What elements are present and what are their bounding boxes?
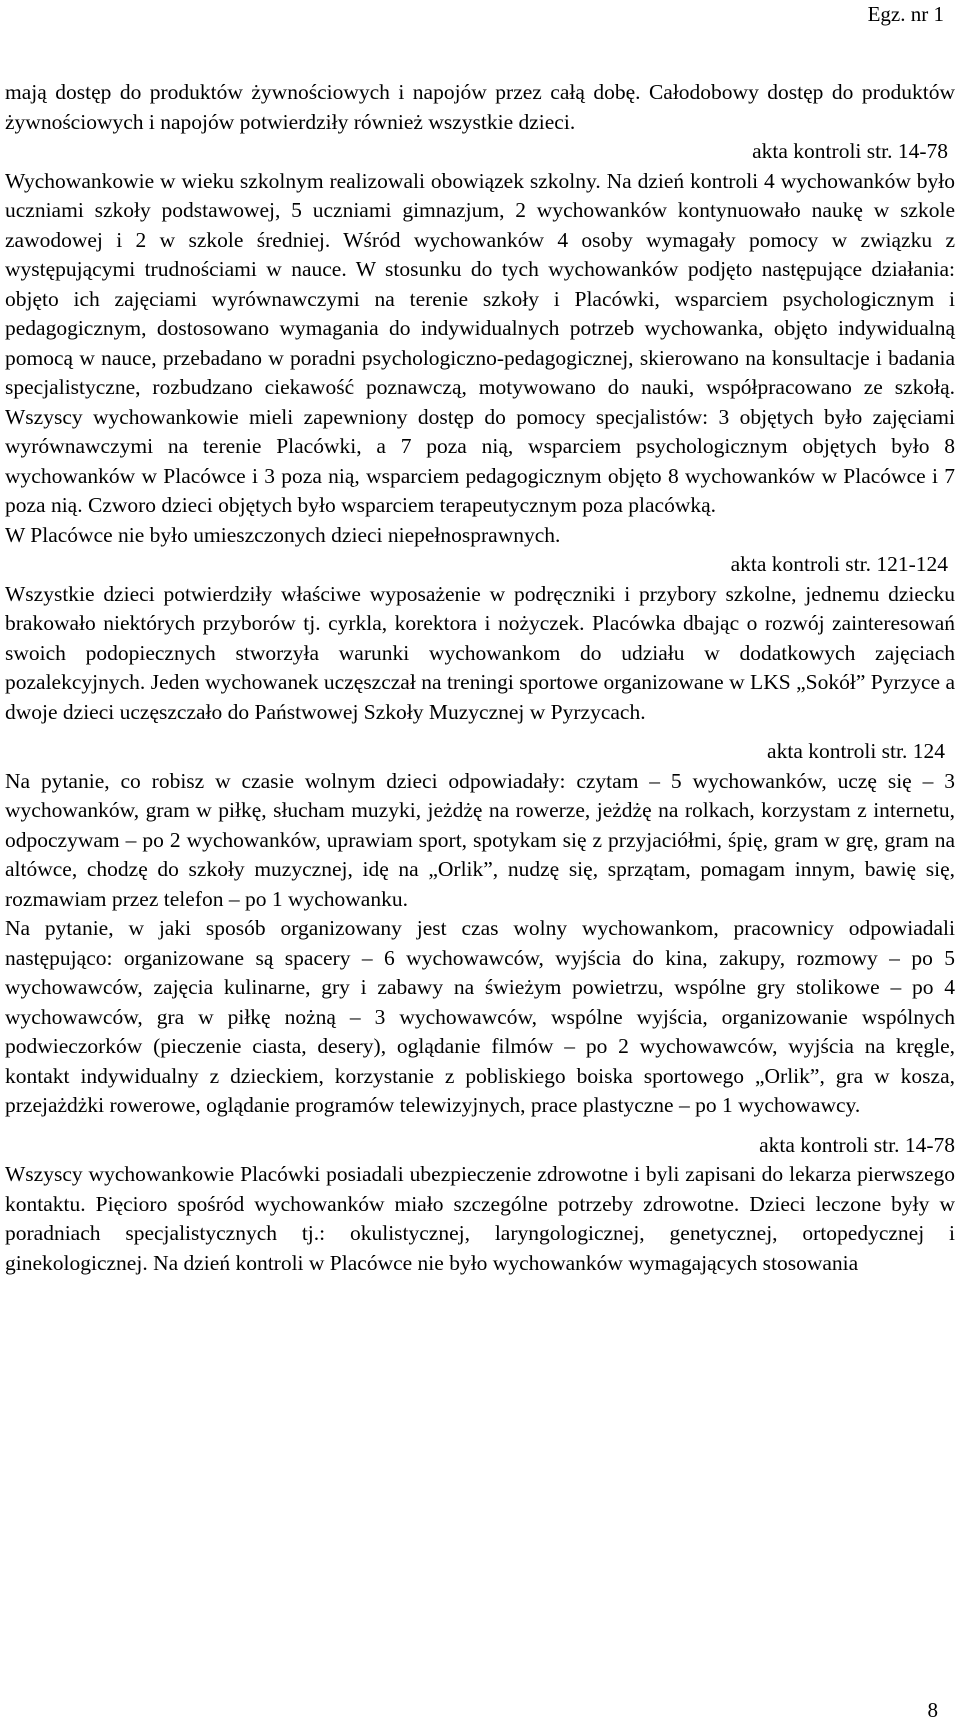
body-paragraph: Na pytanie, w jaki sposób organizowany jest czas wolny wychowankom, pracownicy odpowiadali następująco: organizowane są spacery – 6 wychowawców, wyjścia do kina, zakupy, rozmowy – po 5 wychowawców, zajęcia kulinarne, gry i zabawy na świeżym powietrzu, wspólne gry stolikowe – po 4 wychowawców, gra w piłkę nożną – 3 wychowawców, wspólne wyjścia, organizowanie wspólnych podwieczorków (pieczenie ciasta, desery), oglądanie filmów – po 2 wychowawców, wyjścia na kręgle, kontakt indywidualny z dzieckiem, korzystanie z pobliskiego boiska sportowego „Orlik”, gra w kosza, przejażdżki rowerowe, oglądanie programów telewizyjnych, prace plastyczne – po 1 wychowawcy. bbox=[5, 916, 955, 1117]
body-paragraph: W Placówce nie było umieszczonych dzieci niepełnosprawnych. bbox=[5, 522, 561, 547]
body-paragraph: Wszyscy wychowankowie Placówki posiadali ubezpieczenie zdrowotne i byli zapisani do lekarza pierwszego kontaktu. Pięcioro spośród wychowanków miało szczególne potrzeby zdrowotne. Dzieci leczone były w poradniach specjalistycznych tj.: okulistycznej, laryngologicznej, genetycznej, ortopedycznej i ginekologicznej. Na dzień kontroli w Placówce nie było wychowanków wymagających stosowania bbox=[5, 1162, 955, 1275]
body-paragraph: Na pytanie, co robisz w czasie wolnym dzieci odpowiadały: czytam – 5 wychowanków, uczę się – 3 wychowanków, gram w piłkę, słucham muzyki, jeżdżę na rowerze, jeżdżę na rolkach, korzystam z internetu, odpoczywam – po 2 wychowanków, uprawiam sport, spotykam się z przyjaciółmi, śpię, gram w grę, gram na altówce, chodzę do szkoły muzycznej, idę na „Orlik”, nudzę się, sprzątam, pomagam innym, bawię się, rozmawiam przez telefon – po 1 wychowanku. bbox=[5, 768, 955, 911]
file-reference: akta kontroli str. 14-78 bbox=[752, 139, 948, 163]
copy-number-label: Egz. nr 1 bbox=[867, 2, 944, 26]
file-reference: akta kontroli str. 121-124 bbox=[730, 552, 948, 576]
file-reference: akta kontroli str. 124 bbox=[767, 739, 945, 763]
body-paragraph: Wszystkie dzieci potwierdziły właściwe wyposażenie w podręczniki i przybory szkolne, jednemu dziecku brakowało niektórych przyborów tj. cyrkla, korektora i nożyczek. Placówka dbając o rozwój zainteresowań swoich podopiecznych stworzyła warunki wychowankom do udziału w dodatkowych zajęciach pozalekcyjnych. Jeden wychowanek uczęszczał na treningi sportowe organizowane w LKS „Sokół” Pyrzyce a dwoje dzieci uczęszczało do Państwowej Szkoły Muzycznej w Pyrzycach. bbox=[5, 581, 955, 724]
file-reference: akta kontroli str. 14-78 bbox=[759, 1132, 955, 1157]
body-paragraph: mają dostęp do produktów żywnościowych i napojów przez całą dobę. Całodobowy dostęp do produktów żywnościowych i napojów potwierdziły również wszystkie dzieci. bbox=[5, 80, 955, 134]
body-paragraph: Wychowankowie w wieku szkolnym realizowali obowiązek szkolny. Na dzień kontroli 4 wychowanków było uczniami szkoły podstawowej, 5 uczniami gimnazjum, 2 wychowanków kontynuowało naukę w szkole zawodowej i 2 w szkole średniej. Wśród wychowanków 4 osoby wymagały pomocy w związku z występującymi trudnościami w nauce. W stosunku do tych wychowanków podjęto następujące działania: objęto ich zajęciami wyrównawczymi na terenie szkoły i Placówki, wsparciem psychologicznym i pedagogicznym, dostosowano wymagania do indywidualnych potrzeb wychowanka, objęto indywidualną pomocą w nauce, przebadano w poradni psychologiczno-pedagogicznej, skierowano na konsultacje i badania specjalistyczne, rozbudzano ciekawość poznawczą, motywowano do nauki, współpracowano ze szkołą. Wszyscy wychowankowie mieli zapewniony dostęp do pomocy specjalistów: 3 objętych było zajęciami wyrównawczymi na terenie Placówki, a 7 poza nią, wsparciem psychologicznym objętych było 8 wychowanków w Placówce i 3 poza nią, wsparciem pedagogicznym objęto 8 wychowanków w Placówce i 7 poza nią. Czworo dzieci objętych było wsparciem terapeutycznym poza placówką. bbox=[5, 168, 955, 517]
page-number: 8 bbox=[927, 1698, 938, 1722]
paragraph-spacer bbox=[5, 727, 955, 737]
document-body bbox=[5, 78, 955, 1278]
paragraph-spacer bbox=[5, 1121, 955, 1131]
